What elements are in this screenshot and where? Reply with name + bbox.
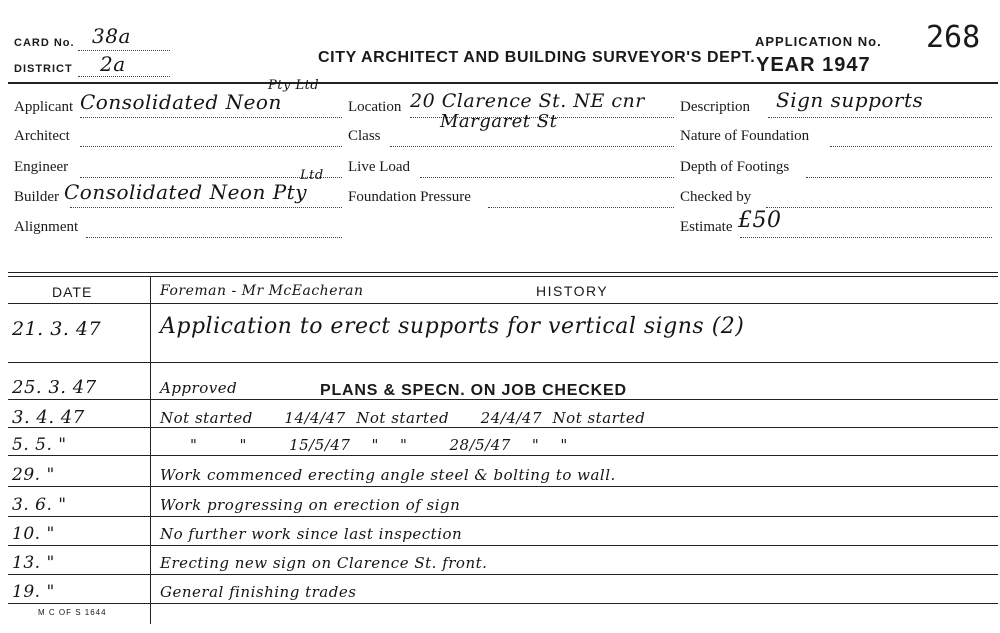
- stamp: PLANS & SPECN. ON JOB CHECKED: [320, 382, 627, 399]
- engineer-label: Engineer: [14, 159, 69, 175]
- depth-of-footings-label: Depth of Footings: [680, 159, 790, 175]
- history-header: HISTORY: [536, 283, 609, 299]
- row-rule: [8, 574, 998, 575]
- district-value: 2a: [100, 52, 126, 76]
- foundation-pressure-label: Foundation Pressure: [348, 189, 471, 205]
- history-date: 13. ": [12, 553, 55, 573]
- form-code: M C OF S 1644: [38, 608, 107, 617]
- history-date: 29. ": [12, 465, 55, 485]
- estimate-line: [740, 237, 992, 238]
- table-top-rule-2: [8, 276, 998, 277]
- location-label: Location: [348, 99, 402, 115]
- builder-label: Builder: [14, 189, 59, 205]
- description-line: [768, 117, 992, 118]
- applicant-label: Applicant: [14, 99, 74, 115]
- applicant-line: [80, 117, 342, 118]
- estimate-label: Estimate: [680, 219, 733, 235]
- nature-of-foundation-label: Nature of Foundation: [680, 128, 810, 144]
- foreman-note: Foreman - Mr McEacheran: [160, 283, 364, 299]
- checked-by-line: [766, 207, 992, 208]
- class-line: [390, 146, 674, 147]
- row-rule: [8, 455, 998, 456]
- application-label: APPLICATION No.: [755, 34, 882, 49]
- history-entry: Erecting new sign on Clarence St. front.: [160, 554, 488, 572]
- history-entry: Work progressing on erection of sign: [160, 496, 461, 514]
- class-label: Class: [348, 128, 381, 144]
- year-label: YEAR 1947: [756, 54, 871, 76]
- row-rule: [8, 427, 998, 428]
- history-entry: Not started 14/4/47 Not started 24/4/47 Not started: [160, 409, 646, 427]
- history-date: 3. 4. 47: [12, 407, 85, 428]
- district-line: [78, 76, 170, 77]
- builder-superscript: Ltd: [300, 168, 324, 183]
- builder-value: Consolidated Neon Pty: [64, 180, 307, 204]
- estimate-value: £50: [738, 208, 782, 233]
- date-column-divider: [150, 276, 151, 624]
- applicant-superscript: Pty Ltd: [268, 78, 320, 93]
- alignment-line: [86, 237, 342, 238]
- live-load-label: Live Load: [348, 159, 411, 175]
- dept-title: CITY ARCHITECT AND BUILDING SURVEYOR'S DEPT.: [318, 49, 756, 66]
- row-rule: [8, 603, 998, 604]
- description-value: Sign supports: [776, 88, 924, 112]
- history-entry: Work commenced erecting angle steel & bolting to wall.: [160, 466, 616, 484]
- date-header: DATE: [52, 284, 93, 300]
- architect-label: Architect: [14, 128, 70, 144]
- application-number: 268: [926, 20, 981, 55]
- nature-of-foundation-line: [830, 146, 992, 147]
- history-date: 21. 3. 47: [12, 318, 102, 340]
- architect-line: [80, 146, 342, 147]
- description-label: Description: [680, 99, 750, 115]
- builder-line: [70, 207, 342, 208]
- header-rule: [8, 82, 998, 84]
- row-rule: [8, 516, 998, 517]
- row-rule: [8, 486, 998, 487]
- live-load-line: [420, 177, 674, 178]
- location-line2: Margaret St: [440, 111, 558, 132]
- location-value: 20 Clarence St. NE cnr: [410, 90, 645, 112]
- table-top-rule-1: [8, 272, 998, 273]
- card-no-label: CARD No.: [14, 37, 75, 49]
- history-entry: " " 15/5/47 " " 28/5/47 " ": [190, 436, 568, 454]
- history-entry: General finishing trades: [160, 583, 357, 601]
- history-entry: Application to erect supports for vertical signs (2): [160, 314, 745, 339]
- checked-by-label: Checked by: [680, 189, 752, 205]
- table-header-rule: [8, 303, 998, 304]
- card-no-value: 38a: [92, 24, 131, 48]
- row-rule: [8, 545, 998, 546]
- depth-of-footings-line: [806, 177, 992, 178]
- history-date: 5. 5. ": [12, 435, 67, 455]
- alignment-label: Alignment: [14, 219, 79, 235]
- foundation-pressure-line: [488, 207, 674, 208]
- history-date: 25. 3. 47: [12, 377, 97, 398]
- history-entry: Approved: [160, 379, 238, 397]
- history-date: 10. ": [12, 524, 55, 544]
- history-date: 3. 6. ": [12, 495, 67, 515]
- row-rule: [8, 362, 998, 363]
- history-entry: No further work since last inspection: [160, 525, 463, 543]
- card-no-line: [78, 50, 170, 51]
- district-label: DISTRICT: [14, 63, 73, 75]
- applicant-value: Consolidated Neon: [80, 90, 282, 114]
- history-date: 19. ": [12, 582, 55, 602]
